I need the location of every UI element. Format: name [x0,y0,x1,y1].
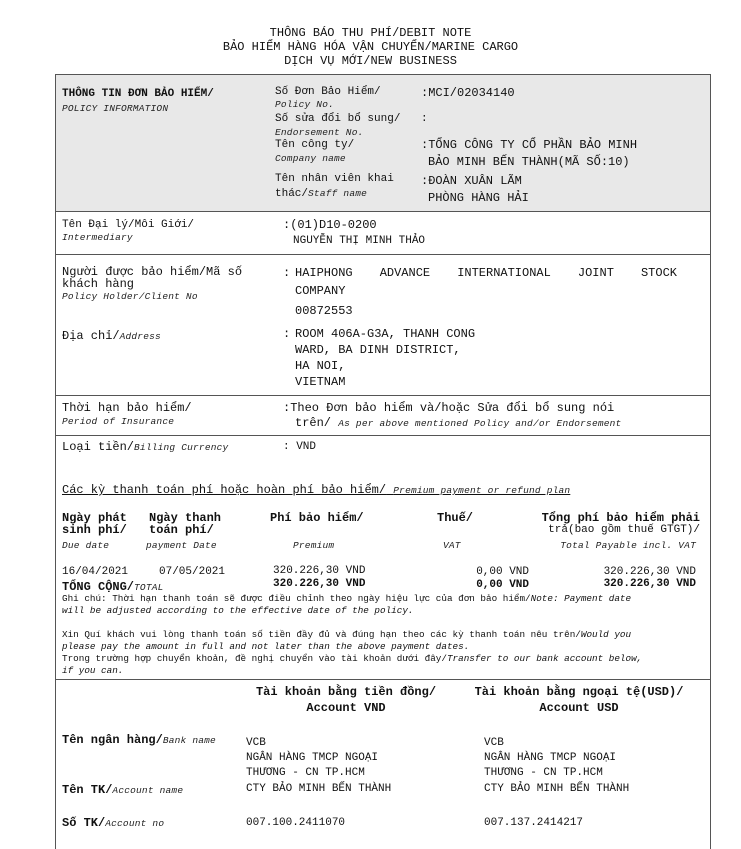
intermediary-label: Tên Đại lý/Môi Giới/ [62,219,195,231]
policy-section-title-en: POLICY INFORMATION [62,103,169,114]
address-line-4: VIETNAM [295,375,346,389]
pay-note-line-2: please pay the amount in full and not later than the above payment dates. [62,641,470,652]
row-due-date: 16/04/2021 [62,566,129,578]
total-total: 320.226,30 VND [603,578,696,590]
intermediary-code: :(01)D10-0200 [283,218,377,232]
account-no-label: Số TK/Account no [62,816,165,830]
address-label: Địa chỉ/Address [62,329,161,343]
row-payment-date: 07/05/2021 [159,566,226,578]
title-line-1: THÔNG BÁO THU PHÍ/DEBIT NOTE [269,26,472,40]
holder-separator: : [283,266,291,280]
vnd-account-header-1: Tài khoản bằng tiền đồng/ [255,685,437,699]
title-line-2: BẢO HIỂM HÀNG HÓA VẬN CHUYỂN/MARINE CARGO [222,40,519,54]
holder-name-line-1: HAIPHONG ADVANCE INTERNATIONAL JOINT STOCK [295,266,677,280]
staff-value-2: PHÒNG HÀNG HẢI [428,191,529,205]
col-due-date-1: Ngày phát [62,511,127,525]
row-total: 320.226,30 VND [603,566,696,578]
address-line-2: WARD, BA DINH DISTRICT, [295,343,461,357]
col-total-en: Total Payable incl. VAT [560,540,696,551]
col-due-date-2: sinh phí/ [62,523,127,537]
col-vat-en: VAT [443,540,461,551]
transfer-note-line-1: Trong trường hợp chuyển khoản, đề nghị chuyển vào tài khoản dưới đây/Transfer to our bank account below, [62,653,643,664]
client-number: 00872553 [295,304,353,318]
col-total: Tổng phí bảo hiểm phải [541,511,700,525]
intermediary-name: NGUYỄN THỊ MINH THẢO [293,235,426,247]
col-total-2: trả(bao gồm thuế GTGT)/ [548,524,700,536]
staff-label-2: thác/Staff name [275,188,368,200]
col-vat: Thuế/ [437,511,474,525]
account-name-label: Tên TK/Account name [62,783,184,797]
currency-value: : VND [283,441,317,453]
endorsement-separator: : [421,113,428,125]
holder-name-line-2: COMPANY [295,284,346,298]
total-vat: 0,00 VND [476,579,529,591]
period-value-1: :Theo Đơn bảo hiểm và/hoặc Sửa đổi bổ sung nói [283,401,615,415]
note-line-1: Ghi chú: Thời hạn thanh toán sẽ được điều chỉnh theo ngày hiệu lực của đơn bảo hiểm/Note: Payment date [62,593,632,604]
col-payment-date-2: toán phí/ [149,523,214,537]
policy-section-title: THÔNG TIN ĐƠN BẢO HIỂM/ [62,88,214,100]
vnd-bank-line-1: VCB [246,737,266,749]
company-value-2: BẢO MINH BẾN THÀNH(MÃ SỐ:10) [428,155,630,169]
usd-account-header-1: Tài khoản bằng ngoại tệ(USD)/ [474,685,684,699]
policy-no-label: Số Đơn Bảo Hiểm/ [275,86,381,98]
company-label-en: Company name [275,153,346,164]
vnd-account-number: 007.100.2411070 [246,817,346,829]
col-payment-date-en: payment Date [146,540,217,551]
period-label-en: Period of Insurance [62,416,175,427]
usd-bank-line-3: THƯƠNG - CN TP.HCM [484,767,603,779]
divider [55,679,710,680]
vnd-account-name: CTY BẢO MINH BẾN THÀNH [246,783,392,795]
policy-no-label-en: Policy No. [275,99,335,110]
usd-account-name: CTY BẢO MINH BẾN THÀNH [484,783,630,795]
col-premium: Phí bảo hiểm/ [270,511,364,525]
col-due-date-en: Due date [62,540,110,551]
bank-name-label: Tên ngân hàng/Bank name [62,733,216,747]
title-line-3: DỊCH VỤ MỚI/NEW BUSINESS [284,54,457,68]
pay-note-line-1: Xin Quí khách vui lòng thanh toán số tiền đầy đủ và đúng hạn theo các kỳ thanh toán nêu trên/Would you [62,629,632,640]
divider [55,435,710,436]
staff-value-1: :ĐOÀN XUÂN LÃM [421,174,522,188]
transfer-note-line-2: if you can. [62,665,124,676]
address-line-3: HA NOI, [295,359,346,373]
divider [55,254,710,255]
company-label: Tên công ty/ [275,139,355,151]
holder-label-en: Policy Holder/Client No [62,291,198,302]
usd-account-header-2: Account USD [539,701,619,715]
divider [55,395,710,396]
installments-title: Các kỳ thanh toán phí hoặc hoàn phí bảo hiểm/ Premium payment or refund plan [62,483,571,497]
usd-bank-line-1: VCB [484,737,504,749]
divider [55,74,710,75]
col-payment-date-1: Ngày thanh [149,511,222,525]
period-label: Thời hạn bảo hiểm/ [62,401,192,415]
endorsement-label-en: Endorsement No. [275,127,364,138]
total-premium: 320.226,30 VND [273,578,366,590]
address-separator: : [283,327,291,341]
vnd-bank-line-2: NGÂN HÀNG TMCP NGOẠI [246,752,379,764]
usd-account-number: 007.137.2414217 [484,817,584,829]
row-premium: 320.226,30 VND [273,565,366,577]
note-line-2: will be adjusted according to the effective date of the policy. [62,605,414,616]
usd-bank-line-2: NGÂN HÀNG TMCP NGOẠI [484,752,617,764]
vnd-account-header-2: Account VND [306,701,386,715]
divider [55,211,710,212]
row-vat: 0,00 VND [476,566,529,578]
endorsement-label: Số sửa đổi bổ sung/ [275,113,401,125]
address-line-1: ROOM 406A-G3A, THANH CONG [295,327,476,341]
currency-label: Loại tiền/Billing Currency [62,440,229,454]
total-label: TỔNG CỘNG/TOTAL [62,580,164,594]
intermediary-label-en: Intermediary [62,232,133,243]
policy-no-value: :MCI/02034140 [421,86,515,100]
holder-label-2: khách hàng [62,277,135,291]
company-value-1: :TỔNG CÔNG TY CỔ PHẦN BẢO MINH [421,138,638,152]
vnd-bank-line-3: THƯƠNG - CN TP.HCM [246,767,365,779]
col-premium-en: Premium [293,540,335,551]
period-value-2: trên/ As per above mentioned Policy and/or Endorsement [295,416,622,430]
staff-label-1: Tên nhân viên khai [275,173,394,185]
holder-label-1: Người được bảo hiểm/Mã số [62,265,243,279]
